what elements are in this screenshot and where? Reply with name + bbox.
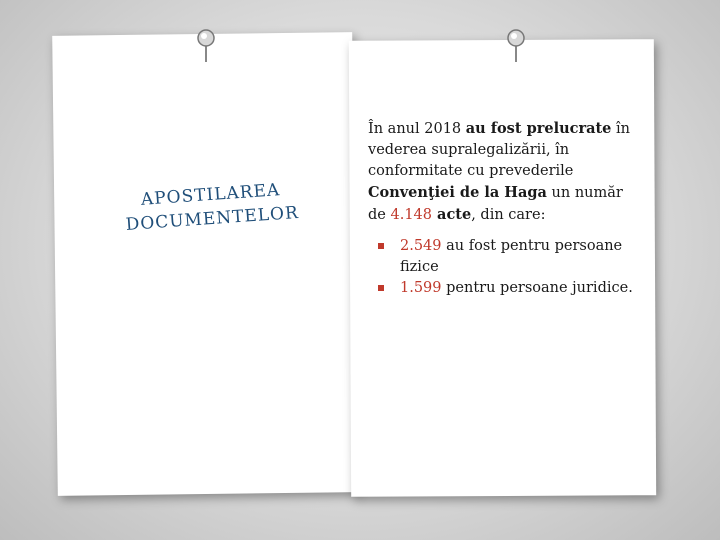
intro-text-1: În anul 2018 (368, 121, 466, 137)
intro-paragraph (368, 118, 638, 226)
intro-text-3: în vederea supralegalizării, în conformitate cu prevederile (368, 121, 631, 179)
intro-text-7: , din care: (471, 207, 546, 223)
list-item (390, 236, 638, 278)
square-bullet-icon (378, 243, 384, 249)
intro-text-5: un număr de (368, 185, 623, 223)
title-line-2: DOCUMENTELOR (125, 202, 300, 235)
intro-text-2: au fost prelucrate (465, 120, 612, 137)
pushpin-icon (196, 28, 216, 64)
left-note-card (52, 32, 358, 496)
square-bullet-icon (378, 285, 384, 291)
total-count: 4.148 (390, 207, 432, 223)
list-item (390, 278, 638, 299)
bullet-count: 2.549 (400, 238, 442, 254)
bullet-text: au fost pentru persoane fizice (400, 238, 623, 275)
title-line-1: APOSTILAREA (140, 180, 281, 210)
bullet-count: 1.599 (400, 280, 442, 296)
bullet-text: pentru persoane juridice. (441, 280, 633, 296)
intro-text-4: Convenţiei de la Haga (368, 184, 547, 201)
bullet-list (368, 236, 638, 299)
intro-text-6: acte (432, 206, 472, 223)
content-text (368, 118, 638, 299)
pushpin-icon (506, 28, 526, 64)
